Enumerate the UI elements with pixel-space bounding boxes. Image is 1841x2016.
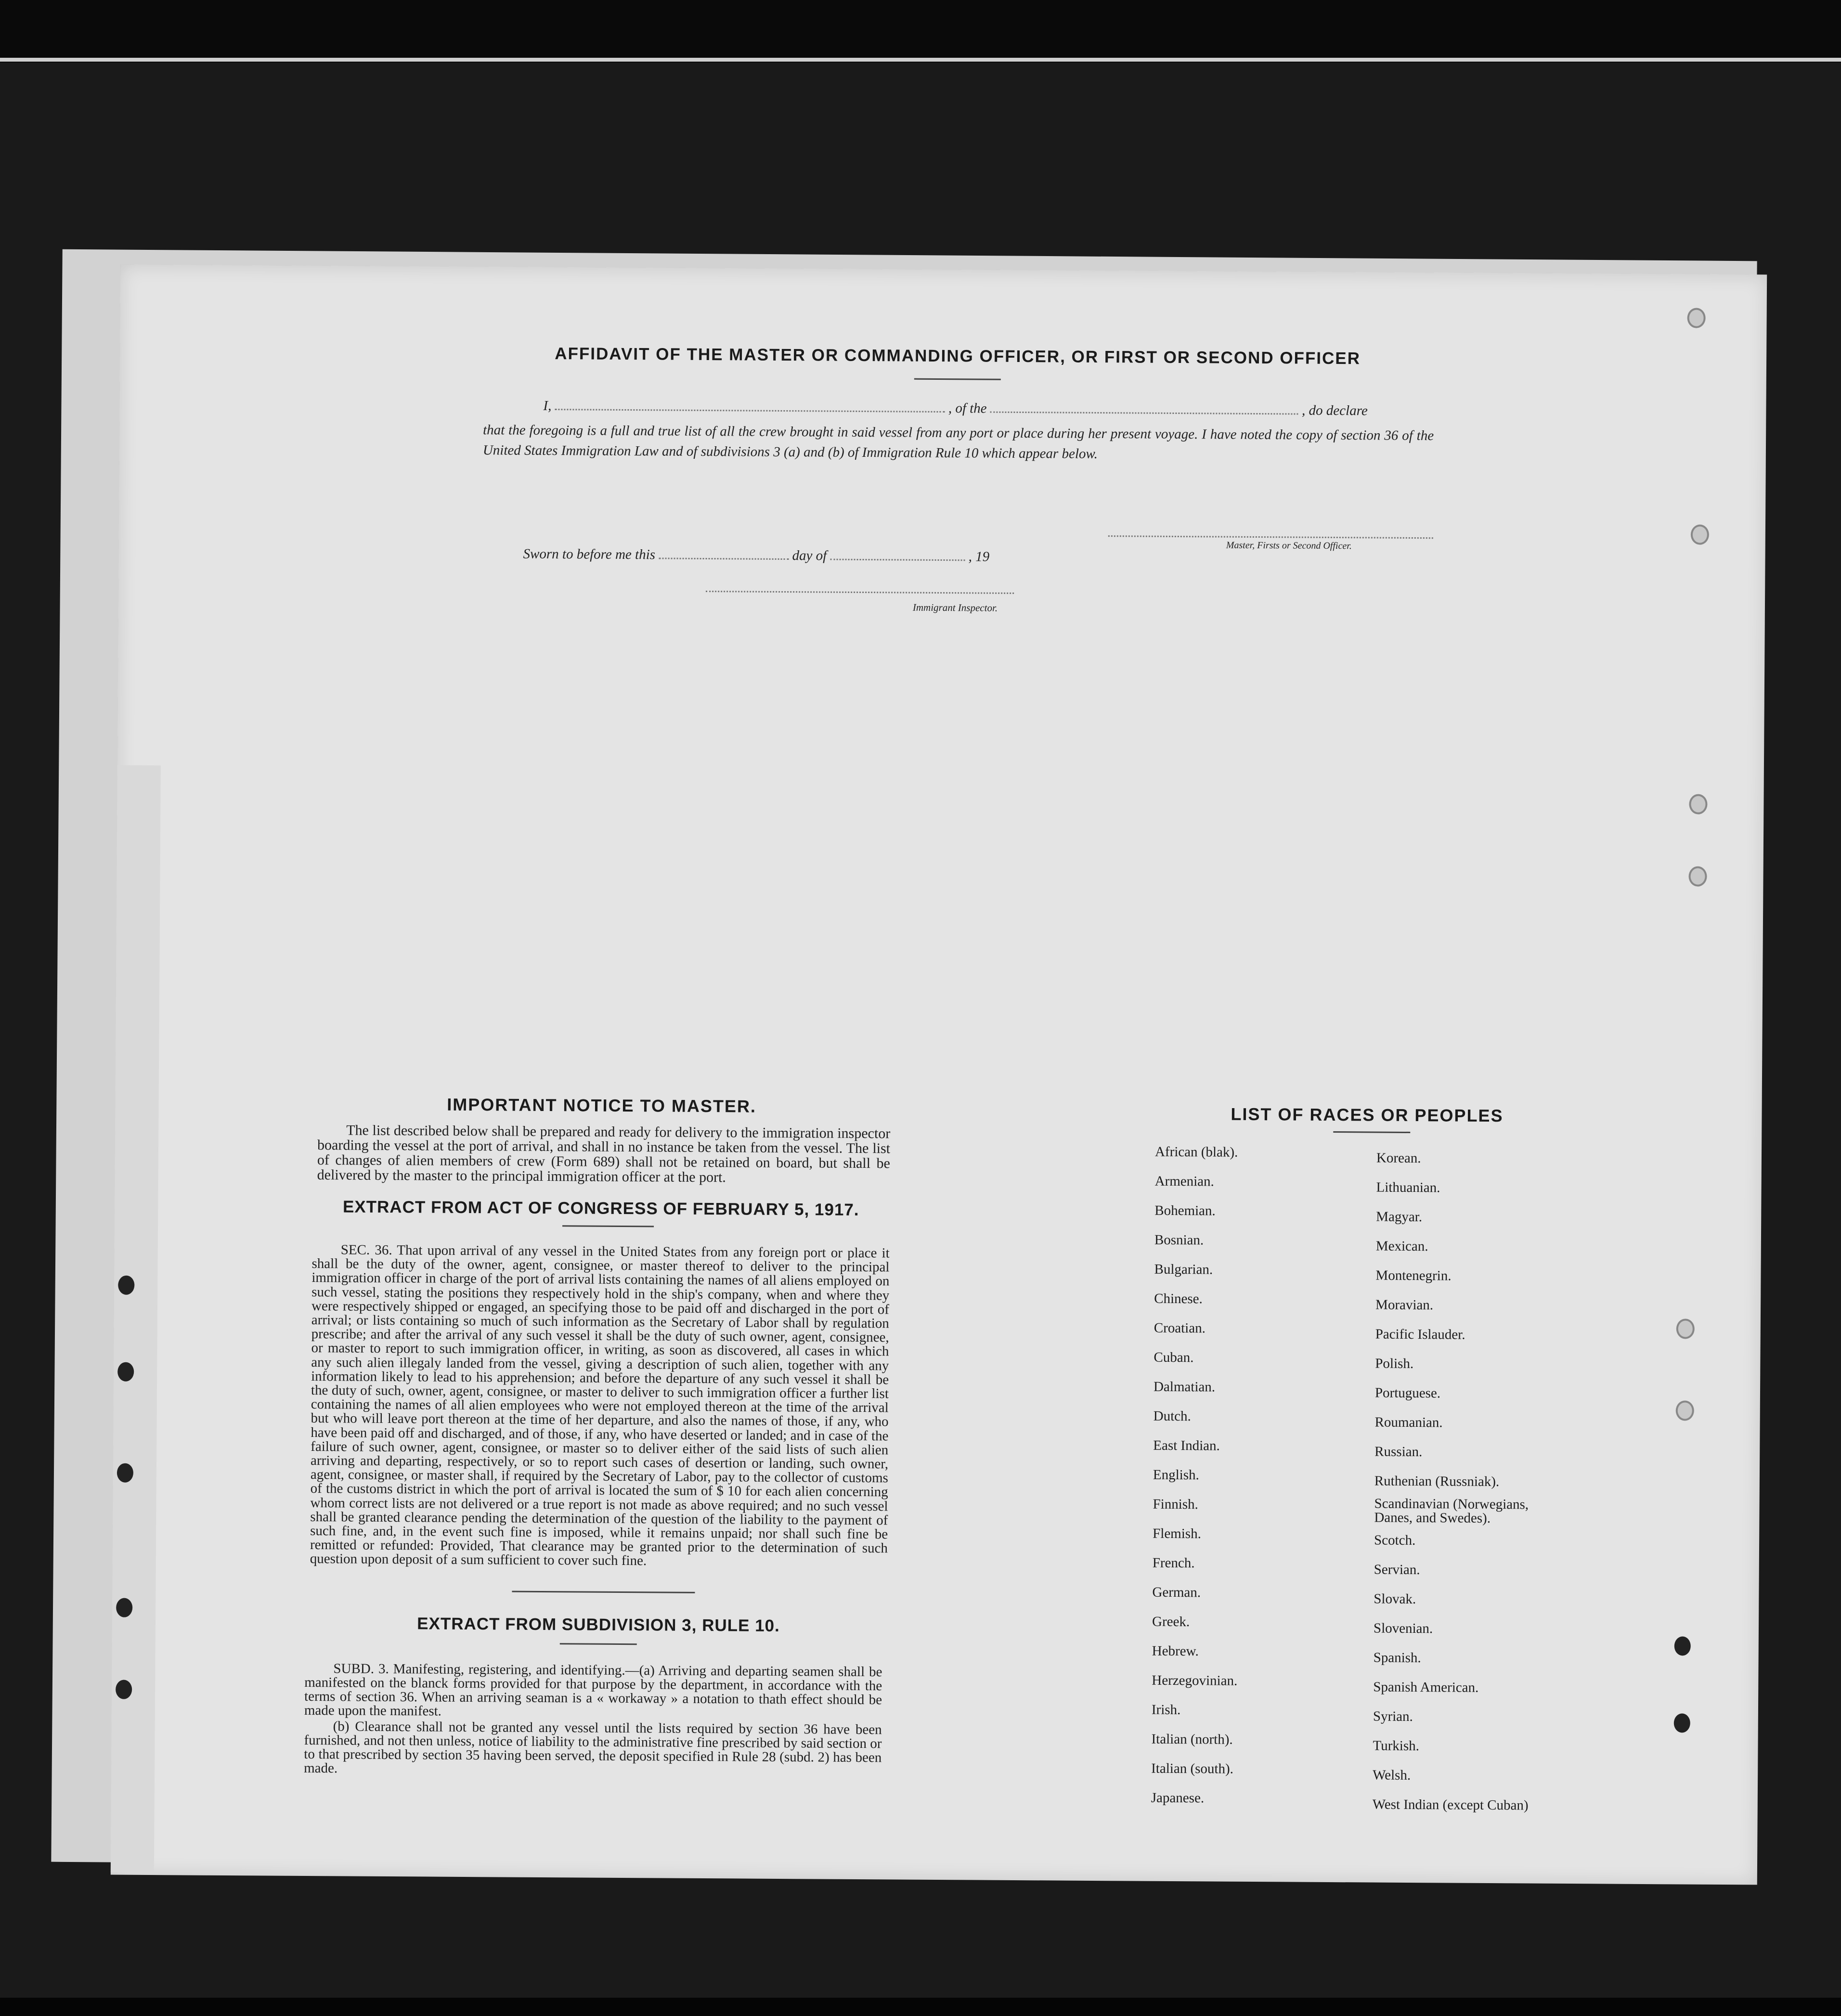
scan-top-band [0, 0, 1841, 63]
race-item: Korean. [1376, 1150, 1421, 1166]
race-item: Bulgarian. [1154, 1261, 1213, 1278]
race-item: Russian. [1374, 1444, 1423, 1460]
race-item: Slovak. [1374, 1591, 1416, 1607]
race-item: Welsh. [1373, 1767, 1411, 1783]
race-item: Greek. [1152, 1614, 1190, 1630]
race-item: Roumanian. [1374, 1414, 1443, 1431]
punch-hole [1676, 1318, 1695, 1339]
race-item: Ruthenian (Russniak). [1374, 1473, 1500, 1490]
race-item: French. [1152, 1555, 1195, 1571]
race-item: Herzegovinian. [1152, 1672, 1238, 1689]
sworn-day-field[interactable] [659, 557, 789, 560]
race-item: Italian (north). [1151, 1731, 1233, 1747]
rule-text-b: (b) Clearance shall not be granted any vessel until the lists required by section 36 have been furnished, and not then unless, notice of liability to the administrative fine prescribed by said section or to that prescribed by section 35 having been served, the deposit specified in Rule 28 (subd. 2) has been made. [304, 1719, 882, 1776]
inspector-label: Immigrant Inspector. [912, 601, 998, 614]
sworn-text: Sworn to before me this [523, 546, 656, 563]
race-item: Italian (south). [1151, 1760, 1234, 1777]
race-item: Finnish. [1153, 1496, 1198, 1512]
race-item: East Indian. [1153, 1437, 1220, 1454]
race-item: Spanish American. [1373, 1679, 1479, 1695]
race-item: Flemish. [1153, 1525, 1201, 1542]
notice-text: The list described below shall be prepared and ready for delivery to the immigration inspector boarding the vessel at the port of arrival, and shall in no instance be taken from the vessel. The list of changes of alien members of crew (Form 689) shall not be retained on board, but shall be delivered by the master to the principal immigration officer at the port. [317, 1122, 891, 1186]
race-item: Bosnian. [1154, 1232, 1204, 1248]
punch-hole [1688, 866, 1707, 887]
act-title-rule [562, 1225, 654, 1227]
race-item: English. [1153, 1467, 1199, 1483]
race-item: Chinese. [1154, 1291, 1203, 1307]
scan-top-line [0, 58, 1841, 62]
affidavit-i: I, [543, 398, 552, 414]
race-item: Irish. [1151, 1702, 1181, 1718]
races-right-column [1373, 1144, 1627, 1821]
affidavit-title: AFFIDAVIT OF THE MASTER OR COMMANDING OFFICER, OR FIRST OR SECOND OFFICER [555, 344, 1361, 368]
race-item: German. [1152, 1584, 1201, 1601]
vessel-name-field[interactable] [990, 412, 1298, 415]
rule-title: EXTRACT FROM SUBDIVISION 3, RULE 10. [417, 1614, 780, 1636]
page-fold [111, 765, 161, 1873]
sworn-month-field[interactable] [830, 559, 965, 561]
day-of-text: day of [792, 548, 827, 564]
punch-hole [1676, 1400, 1694, 1421]
race-item: Scotch. [1374, 1532, 1416, 1549]
race-item: Spanish. [1373, 1650, 1421, 1666]
punch-hole [1687, 308, 1706, 328]
race-item: Scandinavian (Norwegians, Danes, and Swedes). [1374, 1496, 1529, 1526]
race-item: Turkish. [1373, 1738, 1420, 1754]
punch-hole [1691, 525, 1709, 545]
races-left-column [1151, 1137, 1241, 1813]
race-item: Cuban. [1154, 1349, 1194, 1366]
year-text: , 19 [968, 549, 990, 565]
race-item: Dutch. [1153, 1408, 1191, 1424]
race-item: Polish. [1375, 1356, 1414, 1372]
races-title-rule [1333, 1131, 1410, 1133]
race-item: Pacific Islauder. [1375, 1326, 1465, 1343]
affidavit-body: that the foregoing is a full and true list of all the crew brought in said vessel from any port or place during her present voyage. I have noted the copy of section 36 of the United States Immigration Law and of subdivisions 3 (a) and (b) of Immigration Rule 10 which appear below. [482, 422, 1434, 462]
signature-label: Master, Firsts or Second Officer. [1226, 540, 1352, 552]
race-item: Croatian. [1154, 1320, 1206, 1336]
inspector-line[interactable] [706, 586, 1014, 594]
document-sheet [111, 265, 1767, 1885]
race-item: Montenegrin. [1375, 1267, 1452, 1284]
race-item: West Indian (except Cuban) [1372, 1796, 1529, 1813]
notice-title: IMPORTANT NOTICE TO MASTER. [447, 1094, 757, 1116]
race-item: Hebrew. [1152, 1643, 1199, 1659]
act-section-text: SEC. 36. That upon arrival of any vessel in the United States from any foreign port or place it shall be the duty of the owner, agent, consignee, or master thereof to deliver to the principal immigration officer in charge of the port of arrival lists containing the names of all aliens employed on such vessel, stating the positions they respectively hold in the ship's company, when and where they were respectively shipped or engaged, an specifying those to be paid off and discharged in the port of arrival; or lists containing so much of such information as the Secretary of Labor shall by regulation prescribe; and after the arrival of any such vessel it shall be the duty of such owner, agent, consignee, or master to report to such immigration officer, in writing, as soon as discovered, all cases in which any such alien illegaly landed from the vessel, giving a description of such alien, together with any information likely to lead to his apprehension; and before the departure of any such vessel it shall be the duty of such, owner, agent, consignee, or master to deliver to such immigration officer a further list containing the names of all alien employees who were not employed thereon at the time of the arrival but who will leave port thereon at the time of her departure, and also the names of those, if any, who have been paid off and discharged, and of those, if any, who have deserted or landed; and in case of the failure of such owner, agent, consignee, or master so to deliver either of the said lists of such alien arriving and departing, respectively, or so to report such cases of desertion or landing, such owner, agent, consignee, or master shall, if required by the Secretary of Labor, pay to the collector of customs of the customs district in which the port of arrival is located the sum of $ 10 for each alien concerning whom correct lists are not delivered or a true report is not made as above required; and no such vessel shall be granted clearance pending the determination of the question of the liability to the payment of such fine, and, in the event such fine is imposed, while it remains unpaid; nor shall such fine be remitted or refunded: Provided, That clearance may be granted prior to the determination of such question upon deposit of a sum sufficient to cover such fine. [310, 1242, 890, 1569]
punch-hole [117, 1463, 133, 1483]
affidavit-declare: , do declare [1302, 402, 1368, 419]
race-item: Moravian. [1375, 1297, 1434, 1313]
punch-hole [116, 1598, 132, 1617]
affidavit-of-the: , of the [948, 401, 987, 416]
punch-hole [1674, 1636, 1691, 1655]
master-name-field[interactable] [555, 409, 945, 413]
affidavit-title-rule [914, 378, 1001, 380]
section-divider [512, 1591, 695, 1593]
race-item: Slovenian. [1373, 1620, 1433, 1637]
affidavit-declaration-line [543, 398, 1434, 419]
race-item: Lithuanian. [1376, 1179, 1440, 1196]
race-item: Dalmatian. [1153, 1379, 1216, 1395]
race-item: Bohemian. [1154, 1202, 1216, 1219]
signature-line[interactable] [1108, 530, 1433, 539]
race-item: Japanese. [1151, 1790, 1205, 1806]
race-item: Portuguese. [1374, 1385, 1441, 1401]
sworn-line [523, 546, 989, 565]
punch-hole [1689, 794, 1707, 814]
act-title: EXTRACT FROM ACT OF CONGRESS OF FEBRUARY 5, 1917. [342, 1197, 859, 1219]
punch-hole [116, 1680, 132, 1699]
scan-bottom-band [0, 1998, 1841, 2016]
race-item: Servian. [1374, 1562, 1420, 1578]
rule-text-a: SUBD. 3. Manifesting, registering, and identifying.—(a) Arriving and departing seamen shall be manifested on the blanck forms provided for that purpose by the department, in accordance with the terms of section 36. When an arriving seaman is a « workaway » a notation to thath effect should be made upon the manifest. [304, 1661, 882, 1719]
race-item: Magyar. [1376, 1209, 1423, 1225]
race-item: African (blak). [1154, 1144, 1238, 1160]
race-item: Mexican. [1375, 1238, 1428, 1254]
rule-title-rule [560, 1643, 637, 1645]
punch-hole [117, 1362, 134, 1382]
races-title: LIST OF RACES OR PEOPLES [1231, 1104, 1504, 1126]
punch-hole [1674, 1713, 1690, 1732]
punch-hole [118, 1276, 134, 1295]
race-item: Syrian. [1373, 1708, 1413, 1725]
race-item: Armenian. [1154, 1173, 1214, 1189]
